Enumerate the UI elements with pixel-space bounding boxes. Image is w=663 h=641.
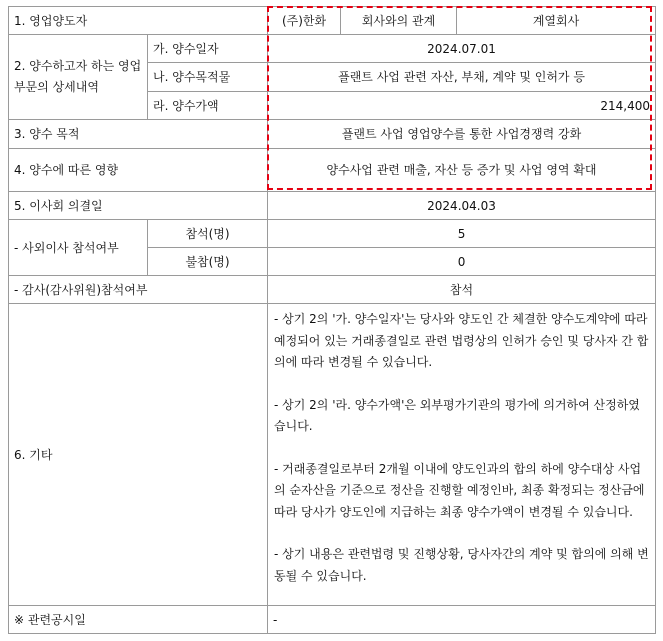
disclosure-table-wrapper: [8, 6, 655, 632]
etc-note: - 거래종결일로부터 2개월 이내에 양도인과의 합의 하에 양수대상 사업의 순자산을 기준으로 정산을 진행할 예정인바, 최종 확정되는 정산금에 따라 당사가 양도인에 지급하는 최종 양수가액이 변경될 수 있습니다.: [274, 461, 645, 519]
effect-label: 4. 양수에 따른 영향: [9, 149, 268, 192]
transfer-date-value: 2024.07.01: [268, 35, 656, 63]
row-related: [9, 606, 656, 634]
outside-directors-label: - 사외이사 참석여부: [9, 220, 148, 276]
row-directors-present: [9, 220, 656, 248]
absent-label: 불참(명): [148, 248, 268, 276]
auditor-value: 참석: [268, 276, 656, 304]
row-auditor: [9, 276, 656, 304]
board-date-label: 5. 이사회 의결일: [9, 192, 268, 220]
transfer-target-value: 플랜트 사업 관련 자산, 부채, 계약 및 인허가 등: [268, 63, 656, 92]
present-label: 참석(명): [148, 220, 268, 248]
present-value: 5: [268, 220, 656, 248]
disclosure-table: [8, 6, 656, 634]
absent-value: 0: [268, 248, 656, 276]
row-transferor: [9, 7, 656, 35]
transfer-price-label: 라. 양수가액: [148, 92, 268, 120]
relation-label: 회사와의 관계: [341, 7, 457, 35]
related-value: -: [268, 606, 656, 634]
transferor-name: (주)한화: [268, 7, 341, 35]
board-date-value: 2024.04.03: [268, 192, 656, 220]
etc-note: - 상기 2의 '라. 양수가액'은 외부평가기관의 평가에 의거하여 산정하였습니다.: [274, 397, 640, 433]
effect-value: 양수사업 관련 매출, 자산 등 증가 및 사업 영역 확대: [268, 149, 656, 192]
details-label: 2. 양수하고자 하는 영업부문의 상세내역: [9, 35, 148, 120]
auditor-label: - 감사(감사위원)참석여부: [9, 276, 268, 304]
etc-notes: [268, 304, 656, 606]
transfer-price-value: 214,400: [268, 92, 656, 120]
relation-value: 계열회사: [457, 7, 656, 35]
related-label: ※ 관련공시일: [9, 606, 268, 634]
transfer-date-label: 가. 양수일자: [148, 35, 268, 63]
row-etc: [9, 304, 656, 606]
row-purpose: [9, 120, 656, 149]
etc-note: - 상기 2의 '가. 양수일자'는 당사와 양도인 간 체결한 양수도계약에 따라 예정되어 있는 거래종결일로 관련 법령상의 인허가 승인 및 당사자 간 합의에 따라 변경될 수 있습니다.: [274, 312, 649, 369]
row-transfer-date: [9, 35, 656, 63]
purpose-value: 플랜트 사업 영업양수를 통한 사업경쟁력 강화: [268, 120, 656, 149]
row-board-date: [9, 192, 656, 220]
transfer-target-label: 나. 양수목적물: [148, 63, 268, 92]
row-effect: [9, 149, 656, 192]
purpose-label: 3. 양수 목적: [9, 120, 268, 149]
etc-label: 6. 기타: [9, 304, 268, 606]
transferor-label: 1. 영업양도자: [9, 7, 268, 35]
etc-note: - 상기 내용은 관련법령 및 진행상황, 당사자간의 계약 및 합의에 의해 변동될 수 있습니다.: [274, 547, 649, 583]
